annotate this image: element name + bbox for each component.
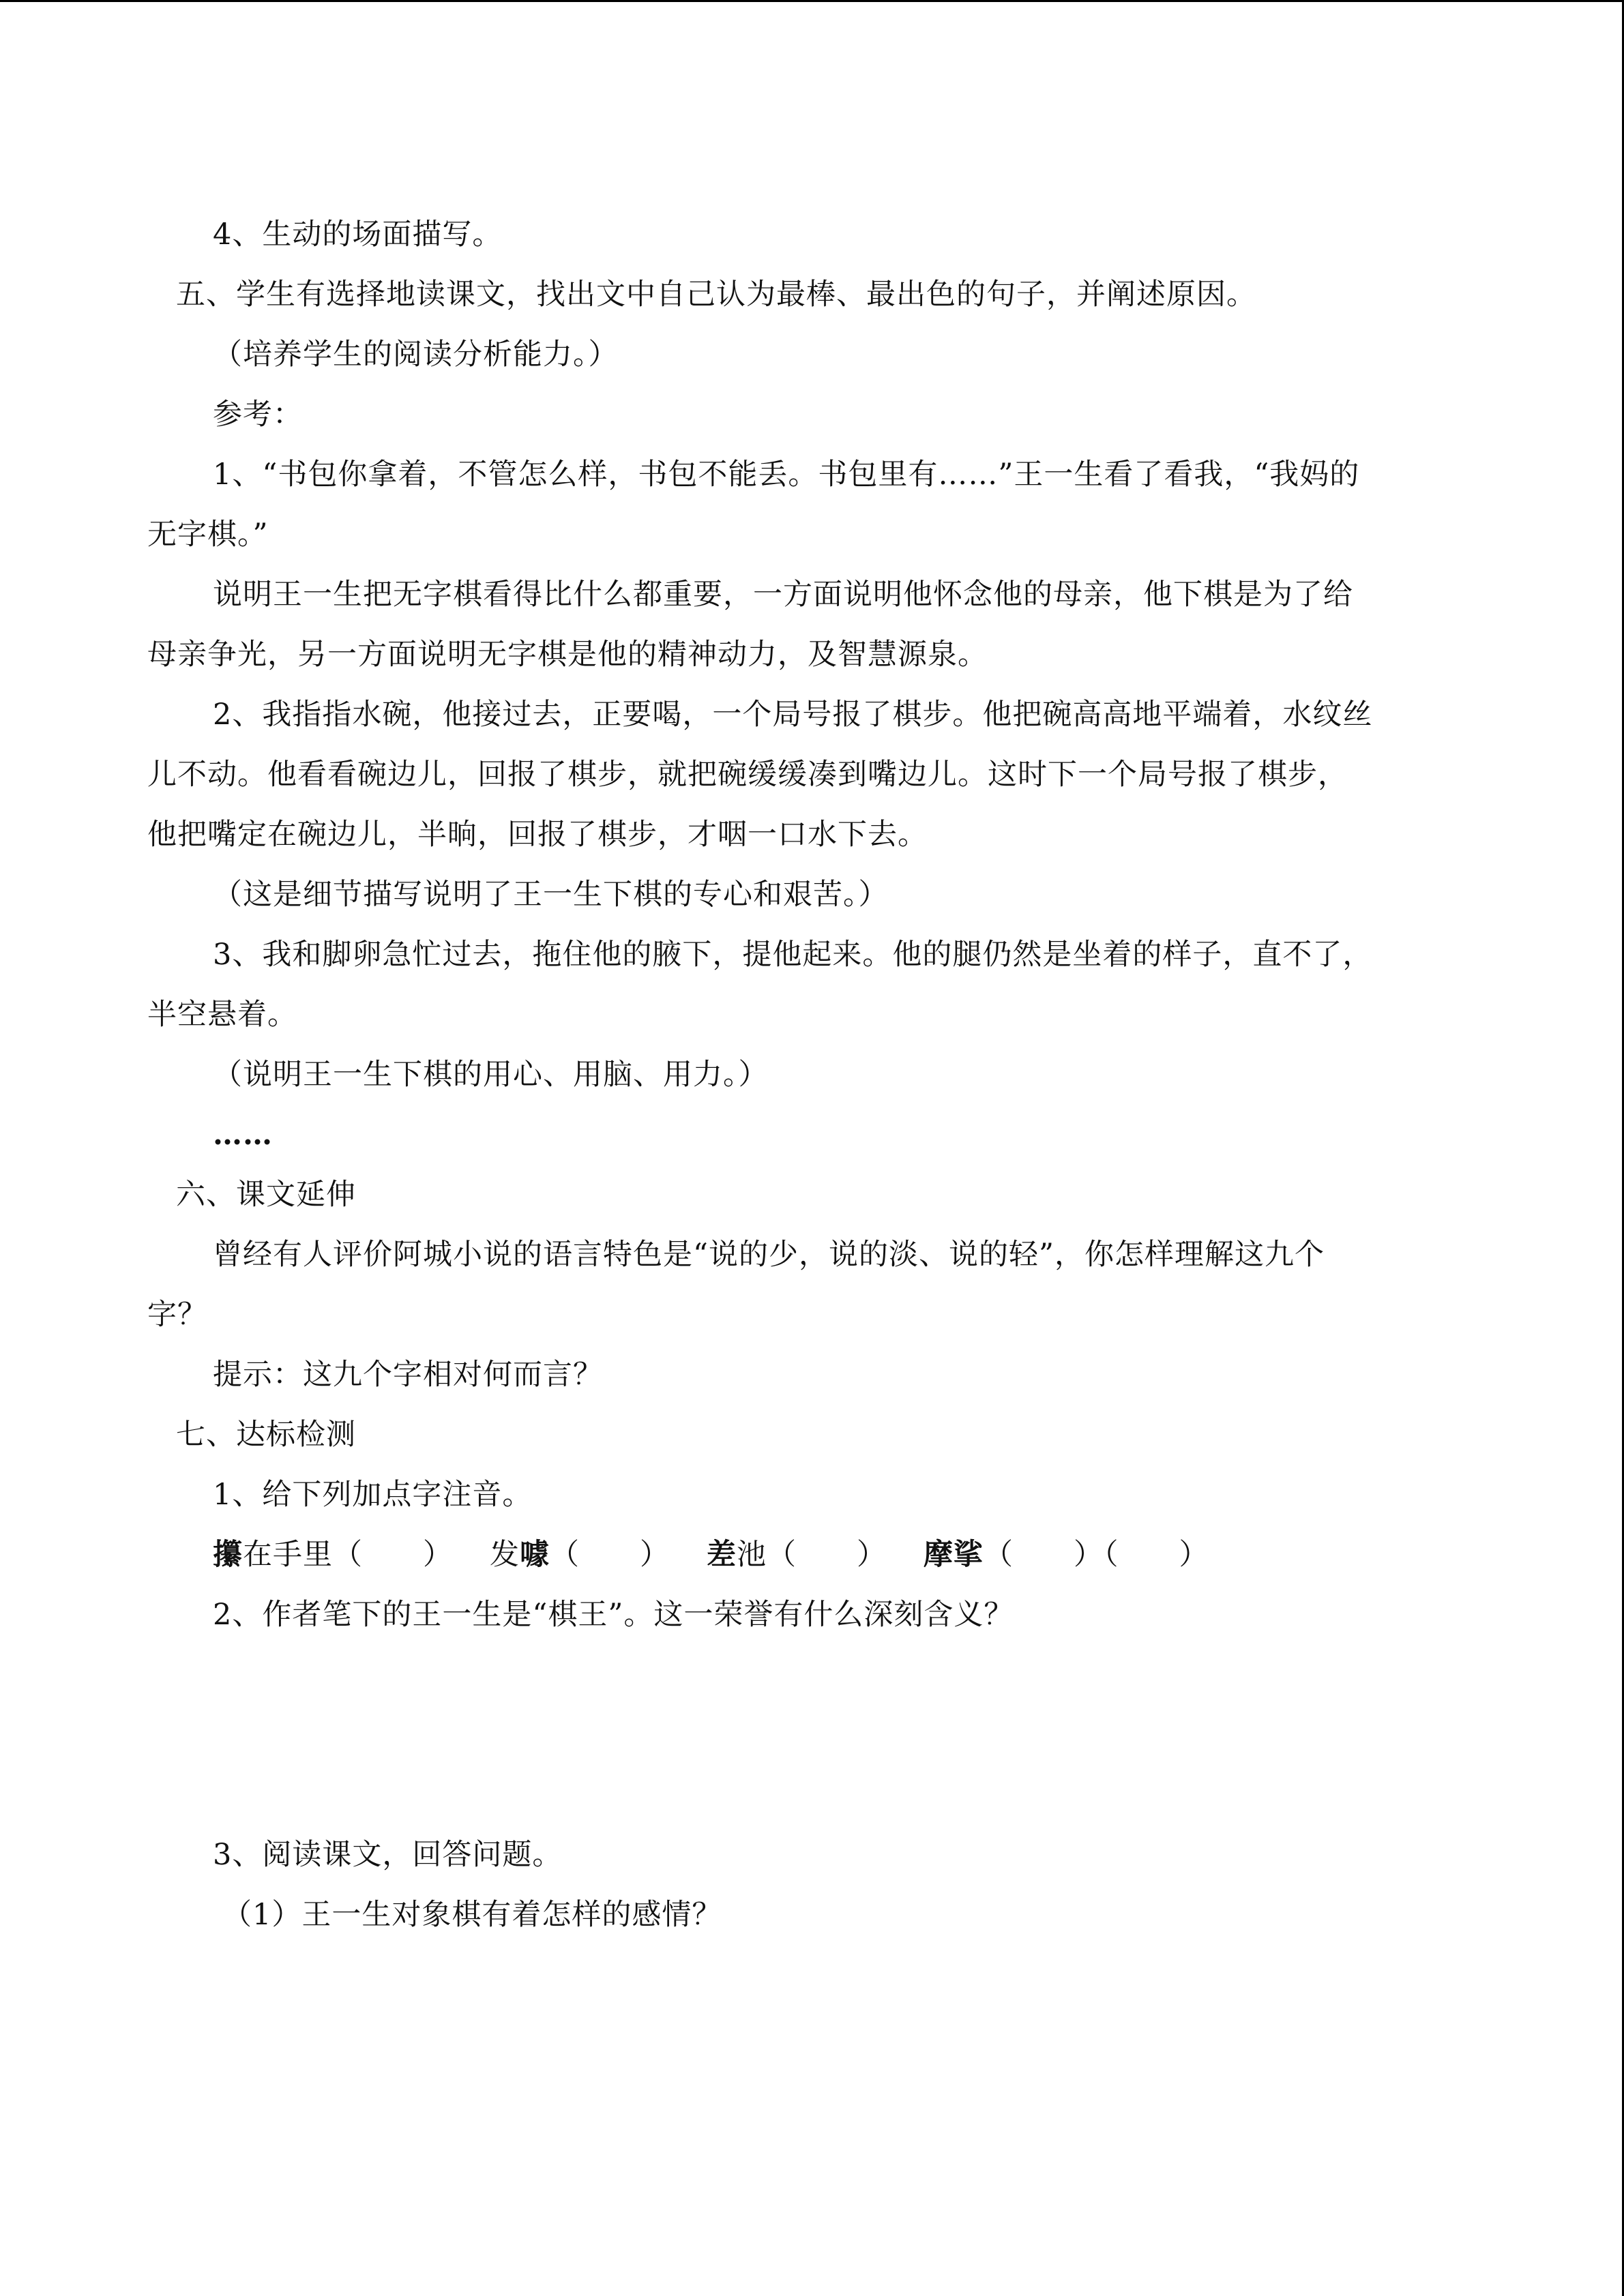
section-heading: 五、学生有选择地读课文，找出文中自己认为最棒、最出色的句子，并阐述原因。 [176,278,1256,312]
text-line: 字？ [147,1298,207,1332]
dotted-char: 差 [707,1538,737,1572]
text-line: （这是细节描写说明了王一生下棋的专心和艰苦。） [213,878,889,912]
section-heading: 六、课文延伸 [176,1178,356,1212]
text-line: 无字棋。” [147,518,269,552]
text-line: 半空悬着。 [147,998,297,1032]
ellipsis: …… [213,1118,273,1152]
text-line: （培养学生的阅读分析能力。） [213,338,619,372]
text-line: 他把嘴定在碗边儿，半晌，回报了棋步，才咽一口水下去。 [147,818,928,852]
text-line: 母亲争光，另一方面说明无字棋是他的精神动力，及智慧源泉。 [147,638,988,672]
dotted-char: 攥 [213,1538,243,1572]
text-line: 4、生动的场面描写。 [213,218,503,252]
exercise-text: 在手里（ ） [243,1538,453,1572]
dotted-char: 摩挲 [924,1538,984,1572]
text-line: 2、作者笔下的王一生是“棋王”。这一荣誉有什么深刻含义？ [213,1598,1014,1632]
text-line: 儿不动。他看看碗边儿，回报了棋步，就把碗缓缓凑到嘴边儿。这时下一个局号报了棋步， [147,758,1348,792]
exercise-text: 池（ ） [737,1538,887,1572]
text-line: （1）王一生对象棋有着怎样的感情？ [222,1898,722,1932]
text-line: 3、我和脚卵急忙过去，拖住他的腋下，提他起来。他的腿仍然是坐着的样子，直不了， [213,938,1373,972]
exercise-text: （ ） [550,1538,670,1572]
dotted-char: 噱 [520,1538,550,1572]
text-line: 提示：这九个字相对何而言？ [213,1358,603,1392]
exercise-text: 发 [490,1538,520,1572]
page-top-border [0,0,1624,2]
text-line: （说明王一生下棋的用心、用脑、用力。） [213,1058,769,1092]
text-line: 2、我指指水碗，他接过去，正要喝，一个局号报了棋步。他把碗高高地平端着，水纹丝 [213,698,1373,732]
text-line: 1、“书包你拿着，不管怎么样，书包不能丢。书包里有……”王一生看了看我，“我妈的 [213,458,1360,492]
section-heading: 七、达标检测 [176,1418,356,1452]
text-line: 说明王一生把无字棋看得比什么都重要，一方面说明他怀念他的母亲，他下棋是为了给 [213,578,1353,612]
pinyin-exercise-row [213,1535,1209,1575]
text-line: 1、给下列加点字注音。 [213,1478,533,1512]
text-line: 曾经有人评价阿城小说的语言特色是“说的少，说的淡、说的轻”，你怎样理解这九个 [213,1238,1325,1272]
text-line: 参考： [213,398,303,432]
exercise-text: （ ）（ ） [984,1538,1209,1572]
text-line: 3、阅读课文，回答问题。 [213,1838,563,1872]
